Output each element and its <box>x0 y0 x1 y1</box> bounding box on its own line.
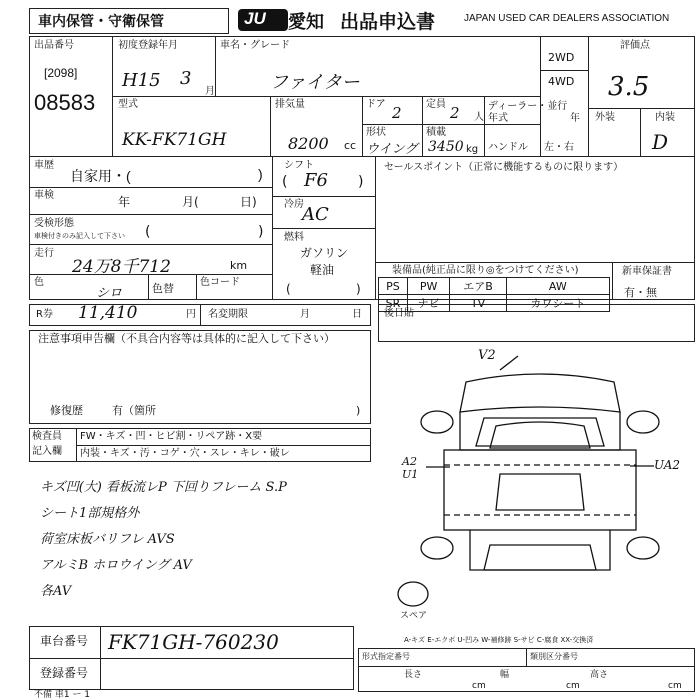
handle-options: 左・右 <box>544 142 574 153</box>
spare-label: スペア <box>400 611 428 621</box>
repair-value: 有（箇所 <box>112 404 156 417</box>
sales-point-label: セールスポイント（正常に機能するものに限ります） <box>384 162 624 173</box>
displacement-unit: cc <box>344 139 357 152</box>
doors-value: 2 <box>392 104 402 122</box>
fuel-value: ガソリン <box>300 246 349 260</box>
color-label: 色 <box>34 277 44 288</box>
capacity-value: 2 <box>450 104 460 122</box>
after-fit-label: 後日貼 <box>384 308 414 319</box>
year-unit: 年 <box>570 113 580 124</box>
notes-label: 注意事項申告欄（不具合内容等は具体的に記入して下さい） <box>38 332 335 345</box>
car-name-value: ファイター <box>270 72 360 93</box>
color-value: シロ <box>96 286 123 301</box>
cert-height: 高さ <box>590 670 609 680</box>
cert-cm-1: cm <box>472 681 486 691</box>
inspection-year: 年 <box>118 195 131 209</box>
mileage-label: 走行 <box>34 248 54 259</box>
year-label: 年式 <box>488 113 508 124</box>
history-close: ) <box>258 166 263 182</box>
cert-width: 幅 <box>500 670 510 680</box>
equipment-sr: SR <box>379 295 408 312</box>
repair-close: ) <box>356 404 361 417</box>
exterior-label: 外装 <box>595 112 615 123</box>
cert-cm-3: cm <box>668 681 682 691</box>
equipment-ps: PS <box>379 278 408 295</box>
cert-length: 長さ <box>404 670 423 680</box>
dealer-label: ディーラー・並行 <box>488 101 568 112</box>
name-change-label: 名変期限 <box>208 309 248 320</box>
org-name: 愛知 <box>288 12 324 32</box>
mileage-unit: km <box>230 259 248 272</box>
diagram-mark-left: A2 U1 <box>402 455 419 481</box>
displacement-value: 8200 <box>288 134 329 153</box>
inspector-row-2: 内装・キズ・汚・コゲ・穴・スレ・キレ・破レ <box>80 448 290 459</box>
color-change-label: 色替 <box>152 282 174 295</box>
car-name-label: 車名・グレード <box>220 40 290 51</box>
color-code-label: 色コード <box>200 277 240 288</box>
history-label: 車歴 <box>34 160 54 171</box>
accepted-paren-open: ( <box>145 224 151 240</box>
handwritten-notes <box>40 476 370 606</box>
doors-label: ドア <box>366 99 386 110</box>
footer-text: 不備 車1 ー 1 <box>34 690 91 700</box>
cert-cm-2: cm <box>566 681 580 691</box>
name-change-day: 日 <box>352 309 362 320</box>
new-warranty-label: 新車保証書 <box>622 266 672 277</box>
equipment-seat: カワシート <box>506 295 609 312</box>
load-label: 積載 <box>426 127 446 138</box>
lot-sub-number: [2098] <box>44 66 78 80</box>
handle-label: ハンドル <box>488 142 528 153</box>
equipment-navi: ナビ <box>407 295 449 312</box>
fuel-alt: 軽油 <box>310 263 335 277</box>
chassis-value: FK71GH-760230 <box>108 630 279 654</box>
form-title: 出品申込書 <box>340 12 436 33</box>
fuel-paren-open: ( <box>286 282 291 296</box>
cert-class-label: 類別区分番号 <box>530 652 578 661</box>
shift-paren-close: ) <box>358 174 364 190</box>
load-value: 3450 <box>428 139 464 155</box>
capacity-unit: 人 <box>474 112 484 123</box>
ju-logo-text: JU <box>244 9 266 28</box>
body-label: 形状 <box>366 127 386 138</box>
registration-month-unit: 月 <box>205 86 215 97</box>
chassis-label: 車台番号 <box>40 634 89 648</box>
note-line-1: キズ凹(大) 看板流レP 下回りフレーム S.P <box>40 480 287 495</box>
inspection-day: 日) <box>240 195 257 209</box>
inspector-row-1: FW・キズ・凹・ヒビ割・リペア跡・X要 <box>80 431 263 442</box>
equipment-pw: PW <box>407 278 449 295</box>
drive-2wd: 2WD <box>548 51 575 64</box>
capacity-label: 定員 <box>426 99 446 110</box>
registration-year: H15 <box>122 70 161 91</box>
inspection-month: 月( <box>182 195 199 209</box>
reg-number-label: 登録番号 <box>40 666 89 680</box>
equipment-tv: TV <box>450 295 506 312</box>
grade-label: 評価点 <box>620 40 650 51</box>
note-line-3: 荷室床板バリフレ AVS <box>40 532 175 547</box>
note-line-4: アルミB ホロウイング AV <box>40 558 192 573</box>
fuel-paren-close: ) <box>356 282 361 296</box>
equipment-airbag: エアB <box>450 278 506 295</box>
ju-logo <box>238 9 288 31</box>
drive-4wd: 4WD <box>548 75 575 88</box>
cert-form-label: 形式指定番号 <box>362 652 410 661</box>
interior-label: 内装 <box>655 112 675 123</box>
note-line-5: 各AV <box>40 584 72 599</box>
mileage-value: 24万8千712 <box>72 257 171 277</box>
after-fit-box <box>378 304 695 342</box>
r-ticket-yen: 円 <box>186 309 196 320</box>
note-line-2: シート1部規格外 <box>40 506 140 521</box>
storage-note <box>29 8 229 34</box>
accepted-label: 受検形態 <box>34 218 74 229</box>
shift-paren-open: ( <box>282 174 288 190</box>
damage-legend: A-キズ E-エクボ U-凹み W-補修跡 S-サビ C-腐食 XX-交換済 <box>404 636 594 644</box>
inspector-label-2: 記入欄 <box>32 446 62 457</box>
registration-month: 3 <box>180 68 192 89</box>
repair-label: 修復歴 <box>50 404 83 417</box>
load-unit: kg <box>466 144 479 155</box>
storage-note-text: 車内保管・守衛保管 <box>38 14 164 30</box>
displacement-label: 排気量 <box>275 99 305 110</box>
diagram-mark-right: UA2 <box>654 458 681 472</box>
lot-label: 出品番号 <box>34 40 74 51</box>
shift-value: F6 <box>304 170 328 191</box>
accepted-note: 車検付きのみ記入して下さい <box>34 232 125 240</box>
shift-label: シフト <box>284 160 314 171</box>
registration-label: 初度登録年月 <box>118 40 178 51</box>
model-label: 型式 <box>118 99 138 110</box>
inspector-label-1: 検査員 <box>32 431 62 442</box>
ac-label: 冷房 <box>284 199 304 210</box>
model-value: KK-FK71GH <box>122 130 227 150</box>
body-value: ウイング <box>366 142 418 157</box>
diagram-mark-top: V2 <box>478 348 496 363</box>
equipment-aw: AW <box>506 278 609 295</box>
interior-value: D <box>652 130 669 154</box>
grade-value: 3.5 <box>608 72 650 102</box>
name-change-month: 月 <box>300 309 310 320</box>
fuel-label: 燃料 <box>284 232 304 243</box>
accepted-paren-close: ) <box>258 224 264 240</box>
r-ticket-label: R券 <box>36 309 53 320</box>
ac-value: AC <box>302 204 329 225</box>
equipment-label: 装備品(純正品に限り◎をつけてください) <box>392 265 579 276</box>
inspection-label: 車検 <box>34 190 54 201</box>
r-ticket-value: 11,410 <box>78 303 138 323</box>
new-warranty-options: 有・無 <box>624 286 657 299</box>
association-name: JAPAN USED CAR DEALERS ASSOCIATION <box>464 13 670 24</box>
history-value: 自家用・( <box>70 168 131 184</box>
lot-number: 08583 <box>34 90 96 115</box>
